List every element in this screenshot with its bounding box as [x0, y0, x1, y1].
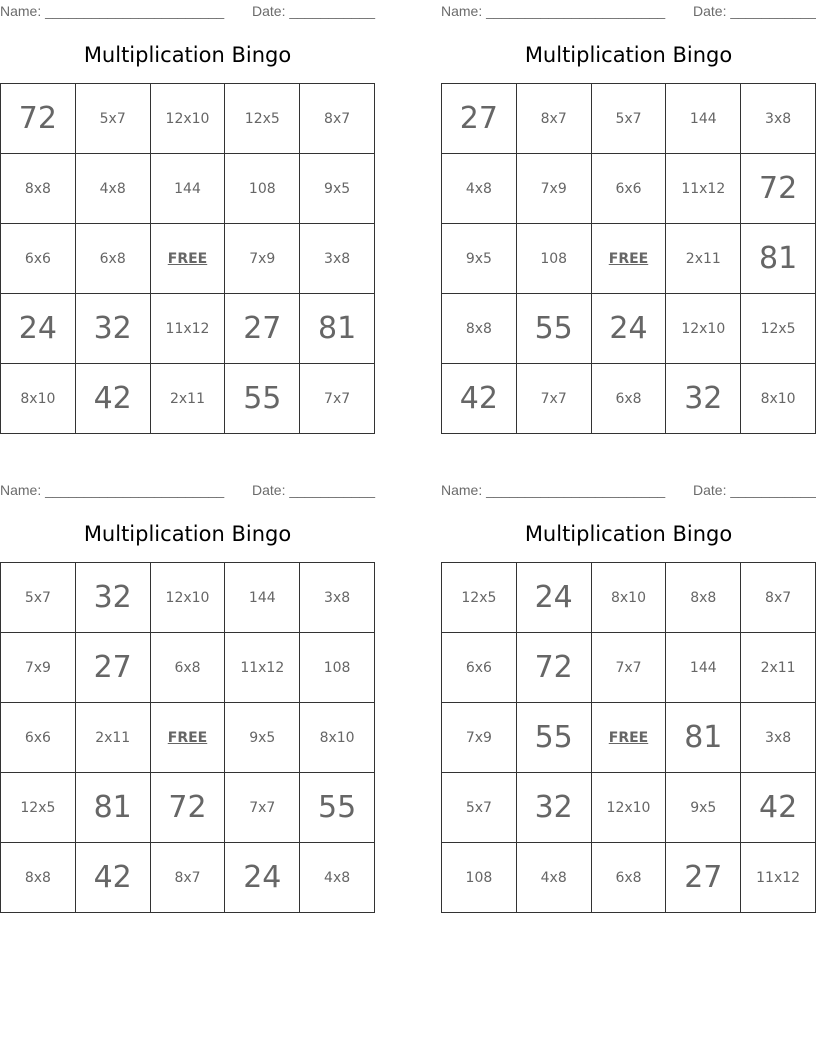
bingo-cell: 12x10 — [666, 294, 741, 364]
free-space-cell: FREE — [591, 703, 666, 773]
bingo-cell: 72 — [1, 84, 76, 154]
bingo-cell: 11x12 — [666, 154, 741, 224]
bingo-cell: 8x7 — [150, 843, 225, 913]
bingo-cell: 8x8 — [1, 843, 76, 913]
name-date-line — [441, 482, 816, 498]
bingo-cell: 108 — [516, 224, 591, 294]
bingo-cell: 6x8 — [591, 364, 666, 434]
bingo-row — [442, 563, 816, 633]
bingo-row — [442, 224, 816, 294]
bingo-cell: 32 — [516, 773, 591, 843]
bingo-row — [442, 364, 816, 434]
name-field-label: Name: _______________________ — [0, 482, 225, 498]
bingo-cell: 42 — [741, 773, 816, 843]
bingo-cell: 144 — [666, 84, 741, 154]
bingo-cell: 42 — [75, 364, 150, 434]
bingo-cell: 3x8 — [741, 84, 816, 154]
bingo-cell: 24 — [516, 563, 591, 633]
bingo-grid — [0, 83, 375, 434]
bingo-cell: 12x5 — [741, 294, 816, 364]
bingo-cell: 8x8 — [442, 294, 517, 364]
bingo-cell: 108 — [300, 633, 375, 703]
bingo-cell: 144 — [225, 563, 300, 633]
bingo-cell: 24 — [591, 294, 666, 364]
bingo-cell: 81 — [300, 294, 375, 364]
bingo-cell: 7x7 — [225, 773, 300, 843]
bingo-cell: 2x11 — [741, 633, 816, 703]
bingo-cell: 7x9 — [1, 633, 76, 703]
name-date-line — [441, 3, 816, 19]
bingo-cell: 12x5 — [1, 773, 76, 843]
bingo-cell: 144 — [150, 154, 225, 224]
bingo-grid — [0, 562, 375, 913]
bingo-cell: 6x8 — [591, 843, 666, 913]
bingo-row — [1, 294, 375, 364]
bingo-row — [1, 154, 375, 224]
bingo-cell: 55 — [516, 294, 591, 364]
bingo-cell: 8x10 — [300, 703, 375, 773]
bingo-cell: 81 — [741, 224, 816, 294]
bingo-row — [1, 843, 375, 913]
name-field-label: Name: _______________________ — [441, 3, 666, 19]
bingo-cell: 24 — [1, 294, 76, 364]
bingo-cell: 6x8 — [75, 224, 150, 294]
name-field-label: Name: _______________________ — [0, 3, 225, 19]
bingo-cell: 4x8 — [516, 843, 591, 913]
bingo-row — [442, 773, 816, 843]
bingo-cell: 12x5 — [442, 563, 517, 633]
bingo-cell: 3x8 — [741, 703, 816, 773]
bingo-cell: 9x5 — [442, 224, 517, 294]
bingo-cell: 27 — [225, 294, 300, 364]
bingo-cell: 12x5 — [225, 84, 300, 154]
bingo-cell: 6x6 — [1, 703, 76, 773]
bingo-cell: 6x6 — [591, 154, 666, 224]
card-title: Multiplication Bingo — [83, 522, 292, 546]
bingo-cell: 7x7 — [591, 633, 666, 703]
bingo-row — [1, 364, 375, 434]
bingo-cell: 42 — [75, 843, 150, 913]
bingo-cell: 4x8 — [75, 154, 150, 224]
bingo-cell: 8x7 — [741, 563, 816, 633]
bingo-cell: 4x8 — [442, 154, 517, 224]
bingo-row — [1, 773, 375, 843]
bingo-cell: 8x8 — [666, 563, 741, 633]
bingo-cell: 11x12 — [741, 843, 816, 913]
bingo-cell: 7x7 — [300, 364, 375, 434]
bingo-row — [1, 633, 375, 703]
bingo-cell: 72 — [150, 773, 225, 843]
bingo-cell: 7x7 — [516, 364, 591, 434]
bingo-cell: 2x11 — [150, 364, 225, 434]
bingo-cell: 72 — [741, 154, 816, 224]
bingo-cell: 5x7 — [1, 563, 76, 633]
bingo-cell: 42 — [442, 364, 517, 434]
bingo-cell: 72 — [516, 633, 591, 703]
card-title: Multiplication Bingo — [524, 522, 733, 546]
bingo-cell: 81 — [75, 773, 150, 843]
bingo-cell: 3x8 — [300, 224, 375, 294]
date-field-label: Date: ___________ — [693, 482, 816, 498]
bingo-cell: 11x12 — [150, 294, 225, 364]
bingo-cell: 6x8 — [150, 633, 225, 703]
free-space-cell: FREE — [591, 224, 666, 294]
bingo-row — [442, 84, 816, 154]
bingo-cell: 6x6 — [442, 633, 517, 703]
bingo-cell: 55 — [516, 703, 591, 773]
bingo-cell: 6x6 — [1, 224, 76, 294]
bingo-cell: 32 — [75, 294, 150, 364]
bingo-row — [442, 294, 816, 364]
free-space-cell: FREE — [150, 224, 225, 294]
bingo-cell: 7x9 — [225, 224, 300, 294]
bingo-cell: 2x11 — [75, 703, 150, 773]
bingo-cell: 11x12 — [225, 633, 300, 703]
bingo-cell: 108 — [442, 843, 517, 913]
bingo-cell: 5x7 — [591, 84, 666, 154]
bingo-cell: 108 — [225, 154, 300, 224]
name-date-line — [0, 482, 375, 498]
bingo-row — [442, 633, 816, 703]
bingo-cell: 8x8 — [1, 154, 76, 224]
bingo-cell: 55 — [300, 773, 375, 843]
bingo-cell: 27 — [75, 633, 150, 703]
bingo-cell: 9x5 — [300, 154, 375, 224]
bingo-cell: 9x5 — [666, 773, 741, 843]
bingo-cell: 27 — [442, 84, 517, 154]
bingo-cell: 8x10 — [1, 364, 76, 434]
bingo-row — [442, 154, 816, 224]
card-title: Multiplication Bingo — [524, 43, 733, 67]
name-field-label: Name: _______________________ — [441, 482, 666, 498]
bingo-cell: 12x10 — [591, 773, 666, 843]
bingo-cell: 55 — [225, 364, 300, 434]
bingo-cell: 2x11 — [666, 224, 741, 294]
bingo-cell: 32 — [75, 563, 150, 633]
bingo-cell: 5x7 — [75, 84, 150, 154]
bingo-row — [1, 703, 375, 773]
bingo-row — [442, 843, 816, 913]
bingo-cell: 7x9 — [516, 154, 591, 224]
bingo-cell: 12x10 — [150, 84, 225, 154]
bingo-cell: 8x10 — [591, 563, 666, 633]
bingo-cell: 8x10 — [741, 364, 816, 434]
bingo-cell: 12x10 — [150, 563, 225, 633]
bingo-cell: 144 — [666, 633, 741, 703]
bingo-cell: 81 — [666, 703, 741, 773]
bingo-cell: 7x9 — [442, 703, 517, 773]
bingo-cell: 8x7 — [516, 84, 591, 154]
date-field-label: Date: ___________ — [693, 3, 816, 19]
bingo-cell: 9x5 — [225, 703, 300, 773]
bingo-row — [1, 563, 375, 633]
date-field-label: Date: ___________ — [252, 3, 375, 19]
bingo-row — [442, 703, 816, 773]
free-space-cell: FREE — [150, 703, 225, 773]
bingo-row — [1, 224, 375, 294]
bingo-cell: 3x8 — [300, 563, 375, 633]
bingo-row — [1, 84, 375, 154]
bingo-cell: 4x8 — [300, 843, 375, 913]
bingo-cell: 27 — [666, 843, 741, 913]
bingo-grid — [441, 83, 816, 434]
bingo-cell: 32 — [666, 364, 741, 434]
card-title: Multiplication Bingo — [83, 43, 292, 67]
name-date-line — [0, 3, 375, 19]
date-field-label: Date: ___________ — [252, 482, 375, 498]
bingo-cell: 24 — [225, 843, 300, 913]
bingo-grid — [441, 562, 816, 913]
bingo-cell: 5x7 — [442, 773, 517, 843]
bingo-cell: 8x7 — [300, 84, 375, 154]
